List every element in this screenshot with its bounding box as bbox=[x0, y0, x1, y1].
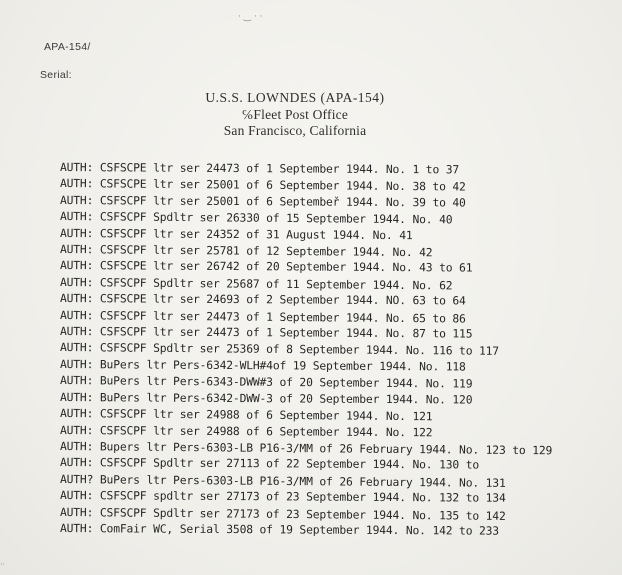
auth-line: AUTH: CSFSCPE ltr ser 26742 of 20 September 1944. No. 43 to 61 bbox=[59, 259, 473, 275]
auth-line: AUTH: CSFSCPF ltr ser 24473 of 1 September 1944. No. 65 to 86 bbox=[59, 308, 466, 326]
auth-line: AUTH: Bupers ltr Pers-6303-LB P16-3/MM of 26 February 1944. No. 123 to 129 bbox=[59, 439, 553, 458]
auth-line: AUTH: CSFSCPF ltr ser 25781 of 12 September 1944. No. 42 bbox=[59, 243, 433, 260]
auth-line: AUTH: CSFSCPF Spdltr ser 26330 of 15 September 1944. No. 40 bbox=[59, 210, 453, 227]
auth-line: AUTH? BuPers ltr Pers-6303-LB P16-3/MM of 26 February 1944. No. 131 bbox=[59, 472, 506, 490]
auth-line: AUTH: BuPers ltr Pers-6342-DWW-3 of 20 September 1944. No. 120 bbox=[59, 390, 473, 407]
auth-line: AUTH: BuPers ltr Pers-6342-WLH#4of 19 September 1944. No. 118 bbox=[59, 357, 466, 374]
scan-speck-bottom-left: ·· bbox=[0, 560, 6, 569]
auth-line: AUTH: CSFSCPF ltr ser 24352 of 31 August 1944. No. 41 bbox=[59, 226, 413, 242]
authorization-list bbox=[60, 160, 620, 537]
ship-name: U.S.S. LOWNDES (APA-154) bbox=[205, 90, 385, 105]
auth-line: AUTH: ComFair WC, Serial 3508 of 19 September 1944. No. 142 to 233 bbox=[59, 521, 500, 538]
office-code: APA-154/ bbox=[44, 41, 91, 53]
auth-line: AUTH: CSFSCPF ltr ser 25001 of 6 Septembeř 1944. No. 39 to 40 bbox=[59, 193, 466, 210]
auth-line: AUTH: CSFSCPF Spdltr ser 25369 of 8 September 1944. No. 116 to 117 bbox=[59, 341, 500, 359]
scan-speck-top: · ‿ · · bbox=[238, 12, 263, 22]
auth-line: AUTH: CSFSCPF Spdltr ser 27173 of 23 September 1944. No. 135 to 142 bbox=[59, 505, 506, 523]
auth-line: AUTH: CSFSCPF ltr ser 24473 of 1 September 1944. No. 87 to 115 bbox=[59, 325, 473, 341]
city: San Francisco, California bbox=[223, 123, 367, 138]
auth-line: AUTH: CSFSCPF spdltr ser 27173 of 23 September 1944. No. 132 to 134 bbox=[59, 489, 506, 505]
serial-label: Serial: bbox=[40, 69, 72, 81]
auth-line: AUTH: CSFSCPF ltr ser 24988 of 6 September 1944. No. 122 bbox=[59, 423, 433, 439]
auth-line: AUTH: CSFSCPE ltr ser 24693 of 2 September 1944. NO. 63 to 64 bbox=[59, 292, 466, 308]
auth-line: AUTH: CSFSCPF ltr ser 24988 of 6 September 1944. No. 121 bbox=[59, 407, 433, 424]
auth-line: AUTH: CSFSCPE ltr ser 25001 of 6 September 1944. No. 38 to 42 bbox=[59, 177, 466, 194]
post-office: ℅Fleet Post Office bbox=[241, 106, 349, 122]
auth-line: AUTH: CSFSCPE ltr ser 24473 of 1 September 1944. No. 1 to 37 bbox=[59, 161, 460, 177]
auth-line: AUTH: CSFSCPF Spdltr ser 25687 of 11 September 1944. No. 62 bbox=[59, 275, 453, 293]
auth-line: AUTH: BuPers ltr Pers-6343-DWW#3 of 20 September 1944. No. 119 bbox=[59, 374, 473, 391]
letterhead bbox=[160, 90, 430, 140]
auth-line: AUTH: CSFSCPF Spdltr ser 27113 of 22 September 1944. No. 130 to bbox=[59, 456, 480, 472]
